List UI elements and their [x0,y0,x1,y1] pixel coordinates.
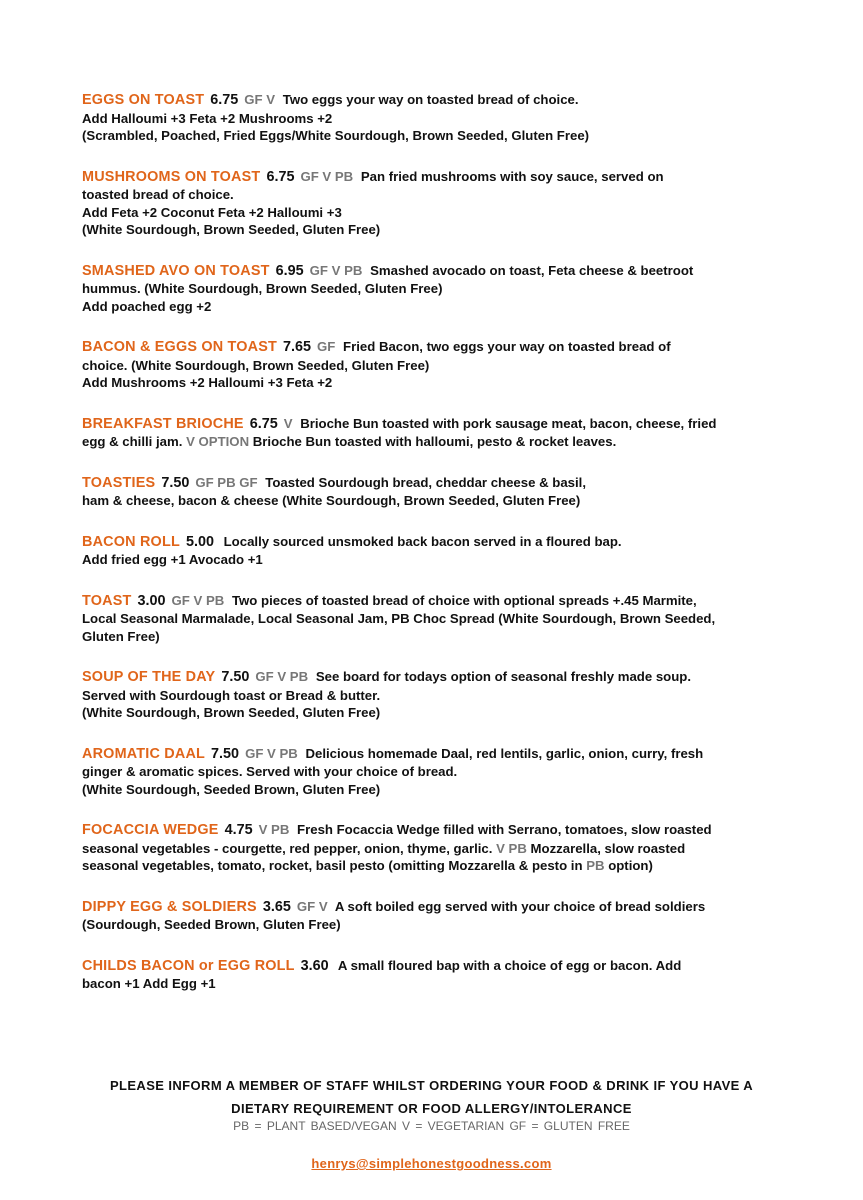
menu-item-aromatic-daal [82,745,782,799]
item-description: Brioche Bun toasted with halloumi, pesto & rocket leaves. [252,434,617,449]
menu-item-mushrooms-on-toast [82,168,782,239]
item-price: 6.75 [266,168,295,185]
item-tags: PB [586,858,605,873]
item-name: EGGS ON TOAST [82,92,205,108]
item-description: Add Halloumi +3 Feta +2 Mushrooms +2 [82,110,333,126]
item-name: FOCACCIA WEDGE [82,822,219,838]
item-name: DIPPY EGG & SOLDIERS [82,898,257,915]
item-description: Toasted Sourdough bread, cheddar cheese & basil, [265,474,587,490]
item-price: 3.60 [300,957,329,974]
dietary-key: PB = PLANT BASED/VEGAN V = VEGETARIAN GF = GLUTEN FREE [233,1119,630,1133]
item-tags: GF PB GF [195,474,258,490]
menu-item-focaccia-wedge [82,821,782,875]
item-name: BREAKFAST BRIOCHE [82,415,244,432]
email-link[interactable]: henrys@simplehonestgoodness.com [311,1156,552,1171]
item-description: Delicious homemade Daal, red lentils, garlic, onion, curry, fresh [305,745,704,761]
item-price: 3.00 [137,592,166,609]
item-description: Local Seasonal Marmalade, Local Seasonal Jam, PB Choc Spread (White Sourdough, Brown Seeded, [82,611,716,626]
item-description: Smashed avocado on toast, Feta cheese & beetroot [370,262,694,278]
item-price: 6.95 [275,262,304,279]
item-description: (White Sourdough, Brown Seeded, Gluten Free) [82,705,381,720]
item-name: SMASHED AVO ON TOAST [82,262,270,279]
menu-item-childs-roll [82,957,782,993]
item-name: TOASTIES [82,474,156,491]
item-price: 3.65 [262,898,291,915]
item-description: A small floured bap with a choice of egg or bacon. Add [337,957,682,973]
item-description: A soft boiled egg served with your choice of bread soldiers [334,898,706,914]
item-tags: GF V PB [245,745,298,761]
item-tags: V [283,415,293,431]
item-tags: GF V PB [171,592,225,608]
item-description: Mozzarella, slow roasted [530,840,686,856]
item-description: hummus. (White Sourdough, Brown Seeded, Gluten Free) [82,281,443,296]
item-description: (Sourdough, Seeded Brown, Gluten Free) [82,917,341,932]
item-name: TOAST [82,592,132,609]
item-description: Fresh Focaccia Wedge filled with Serrano, tomatoes, slow roasted [297,822,712,837]
item-tags: V OPTION [186,434,250,449]
item-description: Add Mushrooms +2 Halloumi +3 Feta +2 [82,375,333,390]
item-price: 7.50 [161,474,190,491]
menu-item-breakfast-brioche [82,415,782,451]
menu-item-bacon-eggs-on-toast [82,338,782,392]
item-description: Pan fried mushrooms with soy sauce, served on [360,168,664,184]
item-name: AROMATIC DAAL [82,745,206,762]
menu-item-dippy-egg [82,898,782,934]
item-price: 7.50 [211,745,240,762]
item-name: MUSHROOMS ON TOAST [82,168,261,185]
item-description: toasted bread of choice. [82,187,234,202]
item-description: Fried Bacon, two eggs your way on toasted bread of [343,339,671,354]
item-description: ham & cheese, bacon & cheese (White Sourdough, Brown Seeded, Gluten Free) [82,493,581,508]
item-tags: GF V PB [300,168,354,184]
menu-item-toasties [82,474,782,510]
item-price: 6.75 [249,415,278,432]
item-description: egg & chilli jam. [82,434,183,449]
item-name: SOUP OF THE DAY [82,669,216,685]
item-tags: GF V PB [309,262,363,278]
item-description: Two pieces of toasted bread of choice with optional spreads +.45 Marmite, [231,592,697,608]
item-tags: V PB [496,840,527,856]
item-name: BACON & EGGS ON TOAST [82,339,278,355]
menu-item-soup-of-the-day [82,668,782,722]
item-name: CHILDS BACON or EGG ROLL [82,957,295,974]
item-description: Add poached egg +2 [82,298,212,314]
item-description: Add Feta +2 Coconut Feta +2 Halloumi +3 [82,204,342,220]
item-description: (Scrambled, Poached, Fried Eggs/White Sourdough, Brown Seeded, Gluten Free) [82,128,590,143]
menu-item-bacon-roll [82,533,782,569]
item-description: bacon +1 Add Egg +1 [82,976,216,991]
item-tags: GF V PB [255,669,309,684]
item-description: option) [608,858,653,873]
notice-line: PLEASE INFORM A MEMBER OF STAFF WHILST ORDERING YOUR FOOD & DRINK IF YOU HAVE A [109,1078,754,1093]
menu-list [82,91,782,1016]
item-description: Add fried egg +1 Avocado +1 [82,552,263,567]
item-description: Served with Sourdough toast or Bread & butter. [82,687,381,703]
item-price: 7.65 [283,339,312,355]
item-tags: GF V [296,898,328,914]
item-tags: GF [317,339,336,354]
item-price: 4.75 [224,822,253,838]
item-description: Brioche Bun toasted with pork sausage meat, bacon, cheese, fried [300,415,717,431]
item-tags: V PB [258,822,290,837]
menu-item-smashed-avo [82,262,782,316]
item-description: (White Sourdough, Brown Seeded, Gluten Free) [82,222,381,237]
item-description: ginger & aromatic spices. Served with your choice of bread. [82,764,458,779]
item-description: Two eggs your way on toasted bread of choice. [282,92,579,107]
menu-item-eggs-on-toast [82,91,782,145]
notice-line: DIETARY REQUIREMENT OR FOOD ALLERGY/INTOLERANCE [231,1101,632,1116]
item-price: 5.00 [185,533,214,550]
menu-item-toast [82,592,782,646]
item-description: choice. (White Sourdough, Brown Seeded, Gluten Free) [82,357,430,373]
item-tags: GF V [244,92,276,107]
item-price: 7.50 [221,669,250,685]
item-description: (White Sourdough, Seeded Brown, Gluten Free) [82,781,381,797]
item-price: 6.75 [210,92,239,108]
item-description: seasonal vegetables - courgette, red pepper, onion, thyme, garlic. [82,840,493,856]
item-description: seasonal vegetables, tomato, rocket, basil pesto (omitting Mozzarella & pesto in [82,858,583,873]
item-name: BACON ROLL [82,533,180,550]
item-description: See board for todays option of seasonal freshly made soup. [315,669,691,684]
item-description: Gluten Free) [82,628,160,644]
item-description: Locally sourced unsmoked back bacon served in a floured bap. [223,533,622,549]
